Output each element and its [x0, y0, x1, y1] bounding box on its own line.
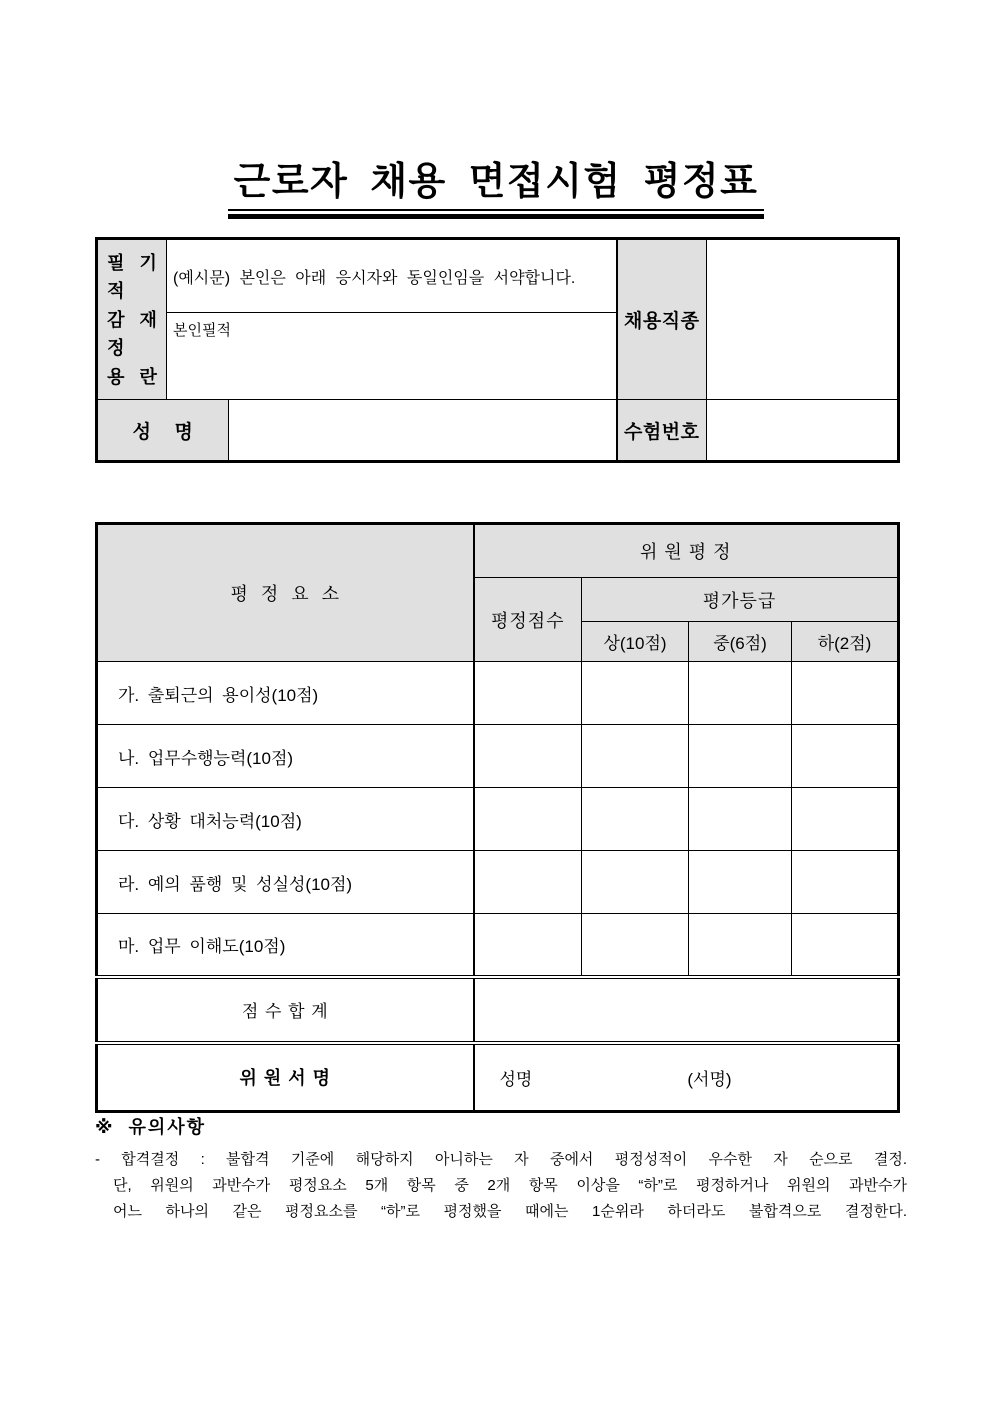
grade-low-cell [792, 725, 899, 788]
grade-high-cell [582, 914, 689, 977]
committee-rating-header: 위 원 평 정 [474, 524, 899, 578]
handwriting-purpose-cell [97, 239, 167, 400]
factor-row [97, 914, 899, 977]
note-line: - 합격결정 : 불합격 기준에 해당하지 아니하는 자 중에서 평정성적이 우수한 자 순으로 결정. [95, 1151, 907, 1168]
committee-signature-cell [474, 1043, 899, 1112]
handwriting-sample-cell [167, 239, 617, 400]
grade-high-cell [582, 788, 689, 851]
signature-wrap [475, 1065, 898, 1090]
notes-heading: ※ 유의사항 [95, 1117, 207, 1137]
score-cell [474, 788, 582, 851]
grade-mid-header: 중(6점) [689, 622, 792, 662]
grade-low-cell [792, 788, 899, 851]
factor-row [97, 662, 899, 725]
signature-sign-label: (서명) [687, 1069, 732, 1089]
note-line: 단, 위원의 과반수가 평정요소 5개 항목 중 2개 항목 이상을 “하”로 평정하거나 위원의 과반수가 [113, 1177, 907, 1194]
own-handwriting-label: 본인필적 [173, 321, 231, 339]
factor-row [97, 725, 899, 788]
job-type-label: 채용직종 [617, 239, 707, 400]
title-underline-group [228, 150, 765, 219]
name-label: 성 명 [97, 400, 229, 462]
grade-low-cell [792, 851, 899, 914]
vertical-labels [98, 241, 166, 399]
evaluation-table [95, 522, 900, 1113]
name-value-cell [229, 400, 617, 462]
exam-number-label: 수험번호 [617, 400, 707, 462]
notes-section [95, 1113, 907, 1225]
factor-row [97, 851, 899, 914]
factor-label: 가. 출퇴근의 용이성(10점) [97, 662, 474, 725]
grade-high-cell [582, 851, 689, 914]
grade-low-header: 하(2점) [792, 622, 899, 662]
factor-row [97, 788, 899, 851]
grade-low-cell [792, 914, 899, 977]
factor-label: 다. 상황 대처능력(10점) [97, 788, 474, 851]
grade-mid-cell [689, 851, 792, 914]
note-line: 어느 하나의 같은 평정요소를 “하”로 평정했을 때에는 1순위라 하더라도 불합격으로 결정한다. [113, 1203, 907, 1220]
factor-column-header: 평 정 요 소 [97, 524, 474, 662]
factor-label: 나. 업무수행능력(10점) [97, 725, 474, 788]
factor-label: 마. 업무 이해도(10점) [97, 914, 474, 977]
score-cell [474, 851, 582, 914]
grade-mid-cell [689, 788, 792, 851]
grade-high-header: 상(10점) [582, 622, 689, 662]
grade-low-cell [792, 662, 899, 725]
committee-signature-label: 위 원 서 명 [97, 1043, 474, 1112]
job-type-value-cell [707, 239, 899, 400]
title-block [0, 150, 992, 219]
score-cell [474, 725, 582, 788]
entry-field-label: 기 재 란 [139, 252, 157, 387]
signature-name-label: 성명 [499, 1069, 533, 1089]
total-score-label: 점 수 합 계 [97, 977, 474, 1043]
page-title: 근로자 채용 면접시험 평정표 [228, 150, 765, 211]
grade-high-cell [582, 662, 689, 725]
total-score-value-cell [474, 977, 899, 1043]
grade-mid-cell [689, 914, 792, 977]
exam-number-value-cell [707, 400, 899, 462]
grade-mid-cell [689, 725, 792, 788]
score-cell [474, 662, 582, 725]
grade-header: 평가등급 [582, 578, 899, 622]
rating-score-header: 평정점수 [474, 578, 582, 662]
score-cell [474, 914, 582, 977]
info-table [95, 237, 900, 463]
factor-label: 라. 예의 품행 및 성실성(10점) [97, 851, 474, 914]
handwriting-sample-wrap [167, 241, 616, 399]
grade-mid-cell [689, 662, 792, 725]
title-thick-underline [228, 214, 765, 219]
handwriting-purpose-label: 필 적 감 정 용 [107, 252, 125, 387]
sample-sentence: (예시문) 본인은 아래 응시자와 동일인임을 서약합니다. [167, 241, 616, 313]
grade-high-cell [582, 725, 689, 788]
